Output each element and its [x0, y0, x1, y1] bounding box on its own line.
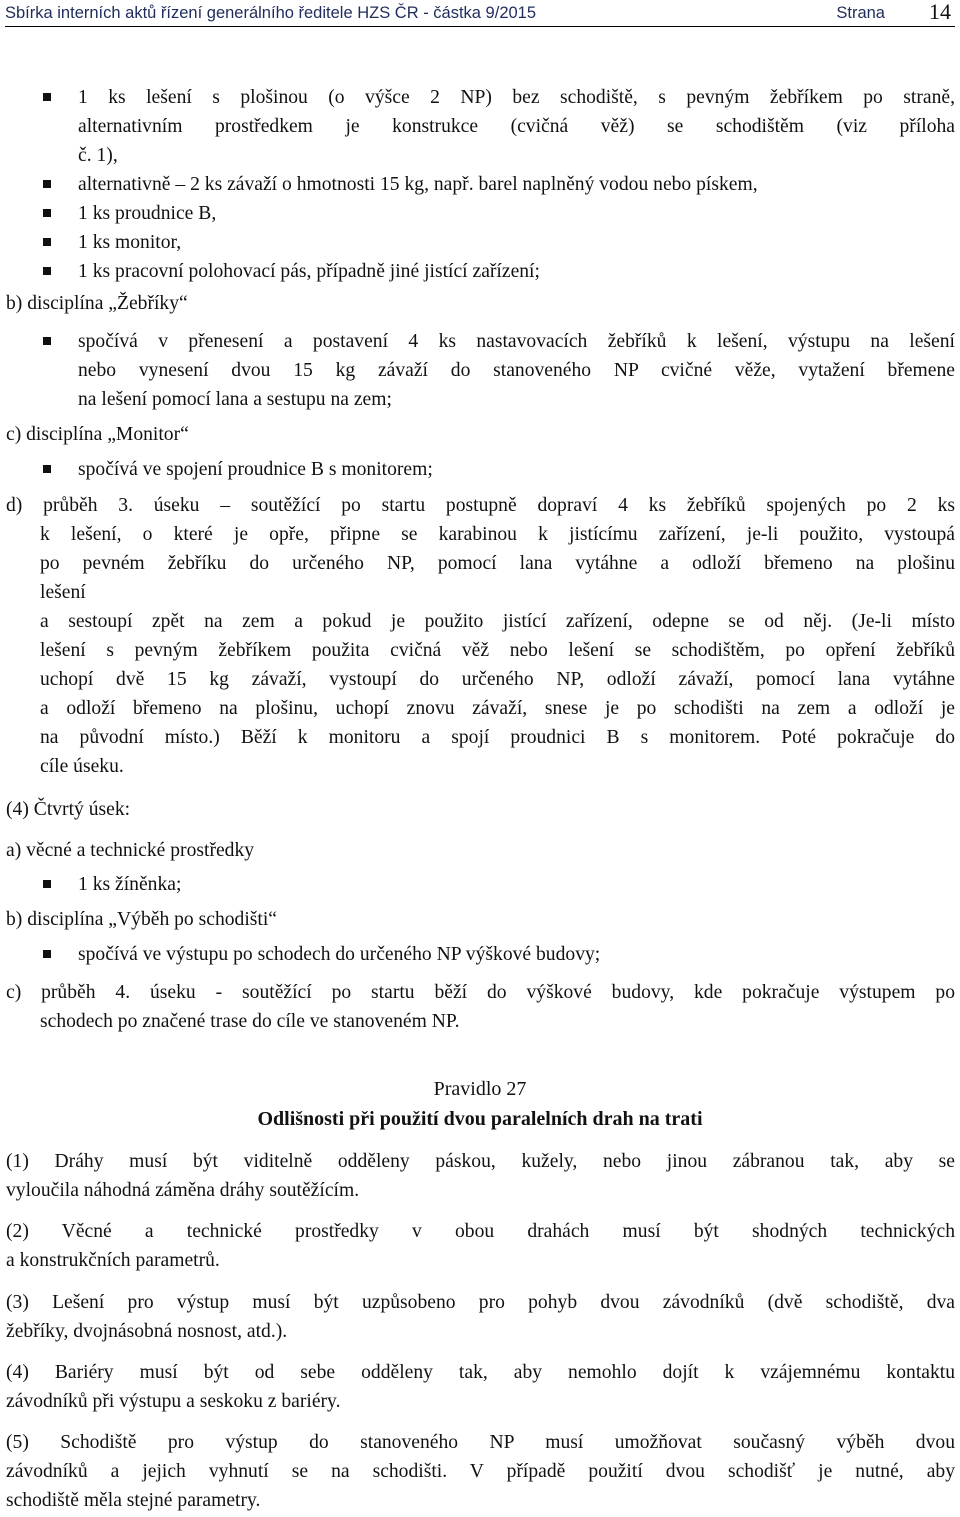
bullet-icon: [43, 93, 51, 101]
text-line: (5) Schodiště pro výstup do stanoveného NP musí umožňovat současný výběh dvou: [6, 1432, 955, 1453]
bullet-icon: [43, 180, 51, 188]
text-line: spočívá v přenesení a postavení 4 ks nastavovacích žebříků k lešení, výstupu na lešení: [78, 331, 955, 352]
page-number: 14: [929, 0, 951, 24]
text-line: a odloží břemeno na plošinu, uchopí znovu závaží, snese je po schodišti na zem a odloží je: [40, 698, 955, 719]
bullet-icon: [43, 238, 51, 246]
text-line: (1) Dráhy musí být viditelně odděleny páskou, kužely, nebo jinou zábranou tak, aby se: [6, 1151, 955, 1172]
text-line: (4) Bariéry musí být od sebe odděleny tak, aby nemohlo dojít k vzájemnému kontaktu: [6, 1362, 955, 1383]
rule-title: Odlišnosti při použití dvou paralelních drah na trati: [257, 1108, 703, 1130]
text-line: a konstrukčních parametrů.: [6, 1250, 220, 1271]
text-line: k lešení, o které je opře, připne se karabinou k jistícímu zařízení, je-li použito, vystoupá: [40, 524, 955, 545]
text-line: (2) Věcné a technické prostředky v obou drahách musí být shodných technických: [6, 1221, 955, 1242]
text-line: na lešení pomocí lana a sestupu na zem;: [78, 389, 392, 410]
section-heading: (4) Čtvrtý úsek:: [6, 799, 131, 820]
bullet-icon: [43, 465, 51, 473]
bullet-icon: [43, 337, 51, 345]
text-line: 1 ks žíněnka;: [78, 874, 182, 895]
page-header: [5, 0, 955, 27]
text-line: 1 ks proudnice B,: [78, 203, 217, 224]
text-line: na původní místo.) Běží k monitoru a spojí proudnici B s monitorem. Poté pokračuje do: [40, 727, 955, 748]
bullet-icon: [43, 880, 51, 888]
text-line: c) průběh 4. úseku - soutěžící po startu běží do výškové budovy, kde pokračuje výstupem po: [6, 982, 955, 1003]
text-line: d) průběh 3. úseku – soutěžící po startu postupně dopraví 4 ks žebříků spojených po 2 ks: [6, 495, 955, 516]
text-line: 1 ks monitor,: [78, 232, 182, 253]
text-line: vyloučila náhodná záměna dráhy soutěžícím.: [6, 1180, 360, 1201]
text-line: závodníků a jejich vyhnutí se na schodišti. V případě použití dvou schodišť je nutné, aby: [6, 1461, 955, 1482]
text-line: 1 ks pracovní polohovací pás, případně jiné jistící zařízení;: [78, 261, 540, 282]
text-line: lešení s pevným žebříkem použita cvičná věž nebo lešení se schodištěm, po opření žebříků: [40, 640, 955, 661]
section-heading: a) věcné a technické prostředky: [6, 840, 255, 861]
text-line: a sestoupí zpět na zem a pokud je použito jistící zařízení, odepne se od něj. (Je-li místo: [40, 611, 955, 632]
text-line: č. 1),: [78, 145, 118, 166]
text-line: uchopí dvě 15 kg závaží, vystoupí do určeného NP, odloží závaží, pomocí lana vytáhne: [40, 669, 955, 690]
section-heading: b) disciplína „Výběh po schodišti“: [6, 909, 277, 930]
rule-number: Pravidlo 27: [433, 1078, 527, 1100]
text-line: (3) Lešení pro výstup musí být uzpůsobeno pro pohyb dvou závodníků (dvě schodiště, dva: [6, 1292, 955, 1313]
text-line: cíle úseku.: [40, 756, 124, 777]
text-line: alternativně – 2 ks závaží o hmotnosti 15 kg, např. barel naplněný vodou nebo pískem,: [78, 174, 758, 195]
bullet-icon: [43, 267, 51, 275]
text-line: spočívá ve spojení proudnice B s monitorem;: [78, 459, 433, 480]
text-line: po pevném žebříku do určeného NP, pomocí lana vytáhne a odloží břemeno na plošinu: [40, 553, 955, 574]
bullet-icon: [43, 209, 51, 217]
header-title: Sbírka interních aktů řízení generálního ředitele HZS ČR - částka 9/2015: [5, 4, 537, 22]
text-line: schodiště měla stejné parametry.: [6, 1490, 261, 1511]
text-line: žebříky, dvojnásobná nosnost, atd.).: [6, 1321, 288, 1342]
text-line: nebo vynesení dvou 15 kg závaží do stanoveného NP cvičné věže, vytažení břemene: [78, 360, 955, 381]
text-line: závodníků při výstupu a seskoku z bariéry.: [6, 1391, 341, 1412]
header-page-label: Strana: [836, 4, 885, 22]
section-heading: b) disciplína „Žebříky“: [6, 293, 188, 314]
section-heading: c) disciplína „Monitor“: [6, 424, 189, 445]
text-line: alternativním prostředkem je konstrukce (cvičná věž) se schodištěm (viz příloha: [78, 116, 955, 137]
bullet-icon: [43, 950, 51, 958]
text-line: spočívá ve výstupu po schodech do určeného NP výškové budovy;: [78, 944, 601, 965]
text-line: schodech po značené trase do cíle ve stanoveném NP.: [40, 1011, 460, 1032]
text-line: 1 ks lešení s plošinou (o výšce 2 NP) bez schodiště, s pevným žebříkem po straně,: [78, 87, 955, 108]
text-line: lešení: [40, 582, 86, 603]
